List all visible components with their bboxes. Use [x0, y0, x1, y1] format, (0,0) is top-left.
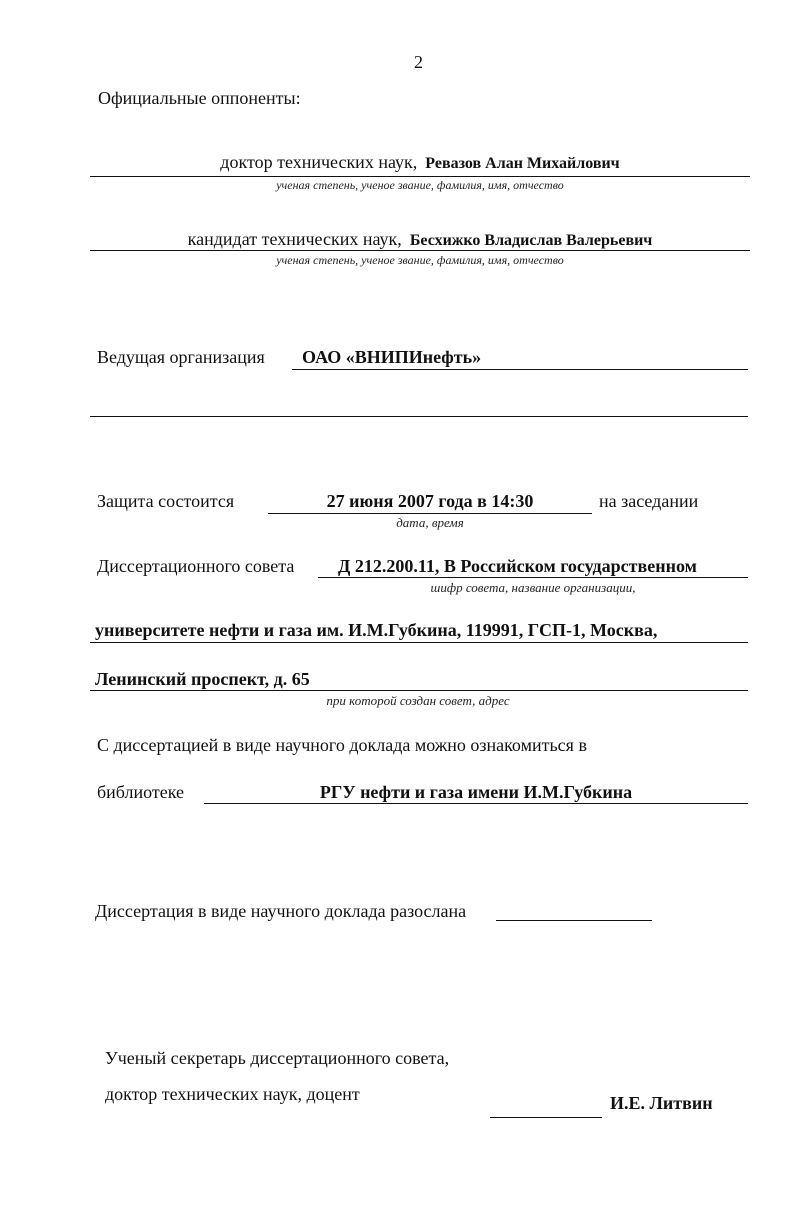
defense-value: 27 июня 2007 года в 14:30: [326, 491, 534, 511]
opponent-1-row: [90, 152, 750, 173]
defense-caption: дата, время: [396, 515, 464, 530]
council-underline-2: [90, 642, 748, 643]
council-label: Диссертационного совета: [97, 556, 295, 576]
leading-org-extra-line: [90, 416, 748, 417]
leading-org-value: ОАО «ВНИПИнефть»: [302, 347, 482, 367]
leading-org-label: Ведущая организация: [97, 347, 265, 367]
council-value-line2: университете нефти и газа им. И.М.Губкина, 119991, ГСП-1, Москва,: [95, 620, 658, 640]
library-underline: [204, 803, 748, 804]
secretary-title-line2: доктор технических наук, доцент: [105, 1084, 360, 1104]
library-value: РГУ нефти и газа имени И.М.Губкина: [319, 782, 633, 802]
signature-line: [490, 1117, 602, 1118]
page-number: 2: [414, 52, 423, 72]
distribution-label: Диссертация в виде научного доклада разослана: [95, 901, 467, 921]
opponents-heading: Официальные оппоненты:: [98, 88, 301, 108]
council-underline-1: [318, 577, 748, 578]
opponent-1-degree: доктор технических наук,: [220, 152, 418, 172]
defense-label: Защита состоится: [97, 491, 235, 511]
distribution-blank-line: [496, 920, 652, 921]
opponent-2-name: Бесхижко Владислав Валерьевич: [409, 232, 653, 249]
opponent-2-underline: [90, 250, 750, 251]
leading-org-underline: [292, 369, 748, 370]
opponent-1-underline: [90, 176, 750, 177]
secretary-name: И.Е. Литвин: [610, 1093, 713, 1113]
council-value-line1: Д 212.200.11, В Российском государственном: [338, 556, 697, 576]
opponent-2-caption: ученая степень, ученое звание, фамилия, имя, отчество: [276, 253, 564, 267]
opponent-2-degree: кандидат технических наук,: [187, 229, 402, 249]
library-intro: С диссертацией в виде научного доклада можно ознакомиться в: [97, 735, 587, 755]
defense-underline: [268, 513, 592, 514]
council-value-line3: Ленинский проспект, д. 65: [95, 669, 310, 689]
council-caption-2: при которой создан совет, адрес: [326, 693, 510, 708]
opponent-1-name: Ревазов Алан Михайлович: [425, 155, 620, 172]
council-underline-3: [90, 690, 748, 691]
defense-suffix: на заседании: [599, 491, 699, 511]
secretary-title-line1: Ученый секретарь диссертационного совета,: [105, 1048, 450, 1068]
council-caption-1: шифр совета, название организации,: [430, 580, 636, 595]
opponent-2-row: [90, 229, 750, 250]
opponent-1-caption: ученая степень, ученое звание, фамилия, имя, отчество: [276, 178, 564, 192]
library-label: библиотеке: [97, 782, 185, 802]
